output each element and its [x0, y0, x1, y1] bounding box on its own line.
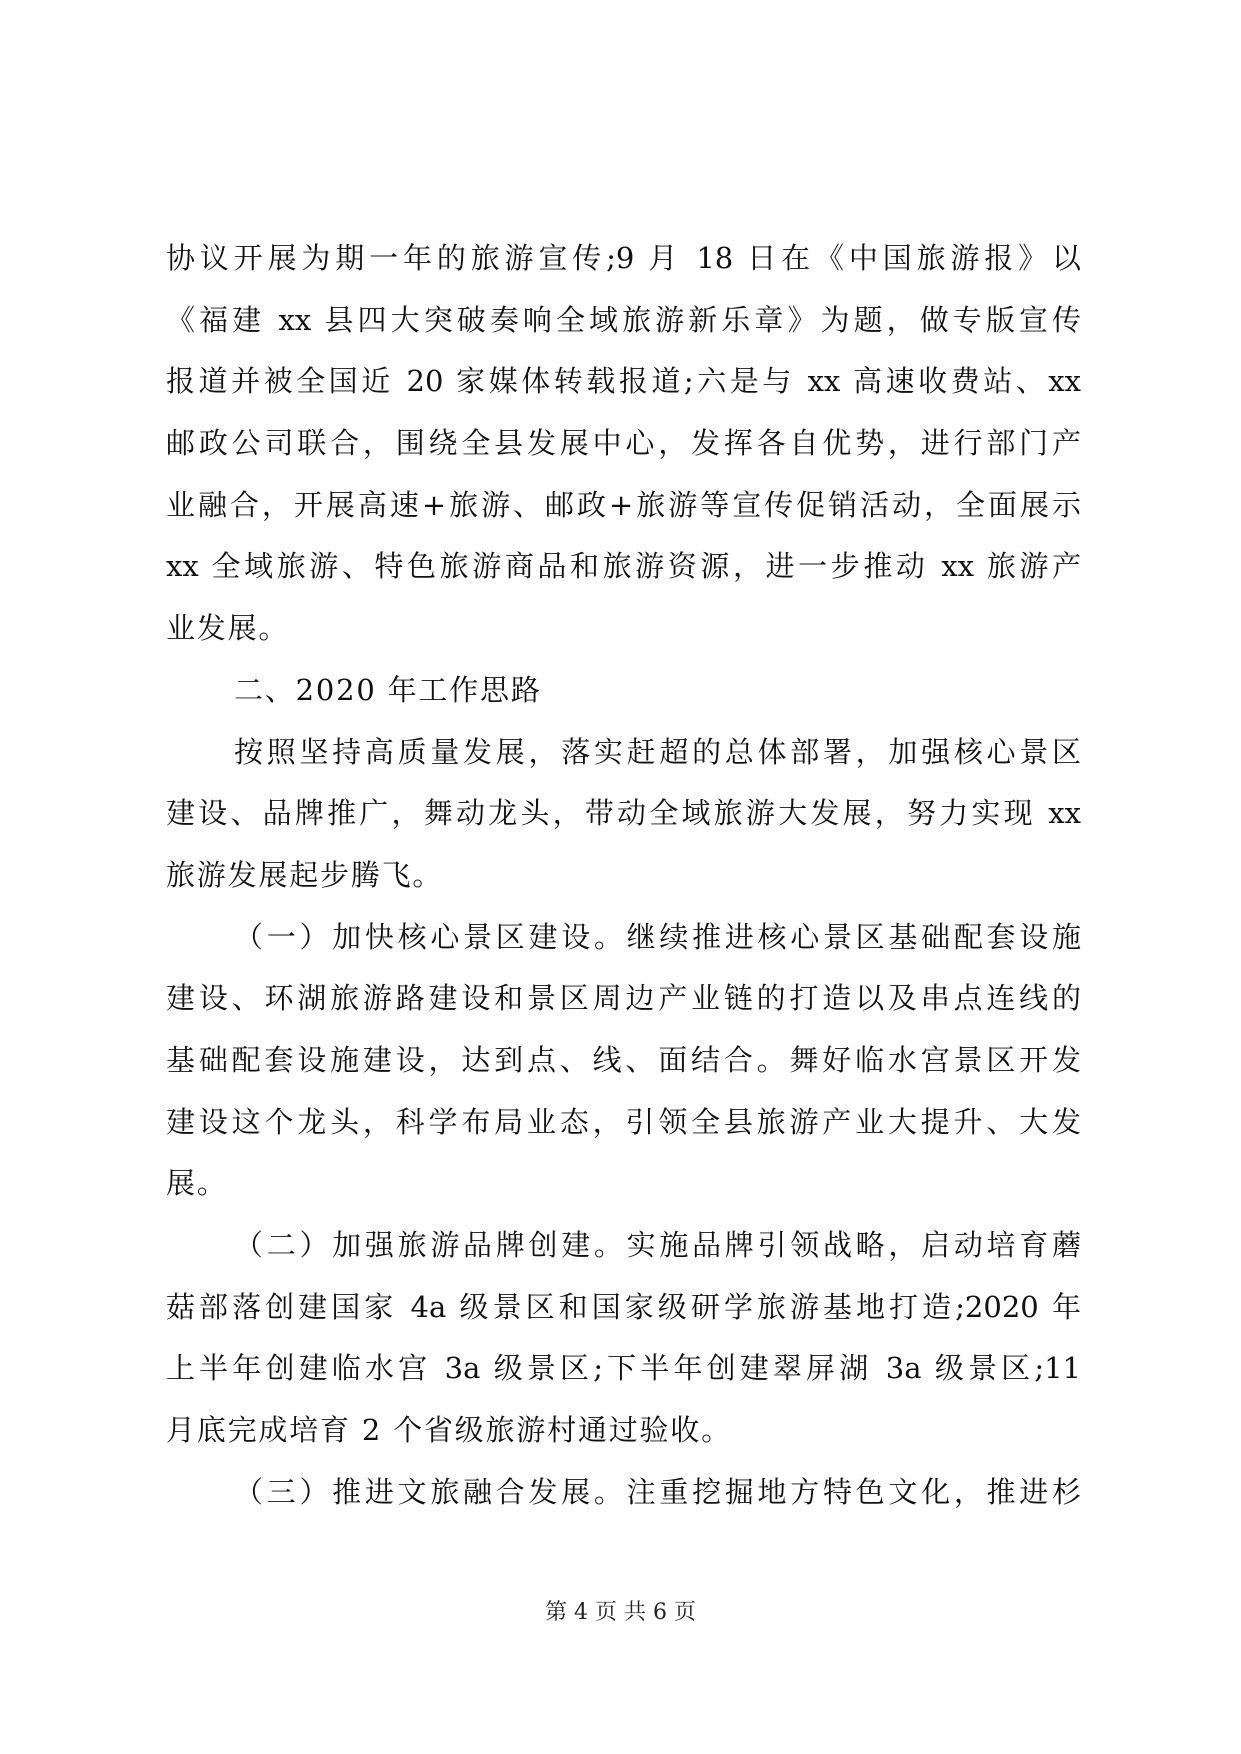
text-line: 展。: [166, 1166, 228, 1201]
text-line: 建设、品牌推广，舞动龙头，带动全域旅游大发展，努力实现 xx: [166, 796, 1081, 831]
text-line: 建设、环湖旅游路建设和景区周边产业链的打造以及串点连线的: [166, 981, 1081, 1016]
subsection-line: （二）加强旅游品牌创建。实施品牌引领战略，启动培育蘑: [234, 1228, 1081, 1262]
section-heading: 二、2020 年工作思路: [234, 672, 542, 707]
text-line: 基础配套设施建设，达到点、线、面结合。舞好临水宫景区开发: [166, 1042, 1081, 1077]
text-line: 菇部落创建国家 4a 级景区和国家级研学旅游基地打造;2020 年: [166, 1289, 1081, 1324]
text-line: xx 全域旅游、特色旅游商品和旅游资源，进一步推动 xx 旅游产: [166, 549, 1081, 584]
text-line: 按照坚持高质量发展，落实赶超的总体部署，加强核心景区: [234, 734, 1081, 769]
text-line: 业融合，开展高速+旅游、邮政+旅游等宣传促销活动，全面展示: [166, 487, 1081, 522]
text-line: 邮政公司联合，围绕全县发展中心，发挥各自优势，进行部门产: [166, 426, 1081, 461]
text-line: 月底完成培育 2 个省级旅游村通过验收。: [166, 1413, 732, 1448]
text-line: 报道并被全国近 20 家媒体转载报道;六是与 xx 高速收费站、xx: [166, 364, 1081, 399]
text-line: 协议开展为期一年的旅游宣传;9 月 18 日在《中国旅游报》以: [166, 241, 1081, 275]
text-line: 旅游发展起步腾飞。: [166, 857, 444, 892]
text-line: 《福建 xx 县四大突破奏响全域旅游新乐章》为题，做专版宣传: [166, 302, 1081, 337]
document-body: [166, 228, 1081, 1523]
text-line: 业发展。: [166, 611, 290, 646]
page-number: 第 4 页 共 6 页: [545, 1600, 696, 1625]
text-line: 上半年创建临水宫 3a 级景区;下半年创建翠屏湖 3a 级景区;11: [166, 1351, 1081, 1386]
subsection-line: （一）加快核心景区建设。继续推进核心景区基础配套设施: [234, 919, 1081, 954]
text-line: 建设这个龙头，科学布局业态，引领全县旅游产业大提升、大发: [166, 1104, 1081, 1139]
subsection-line: （三）推进文旅融合发展。注重挖掘地方特色文化，推进杉: [234, 1474, 1081, 1509]
